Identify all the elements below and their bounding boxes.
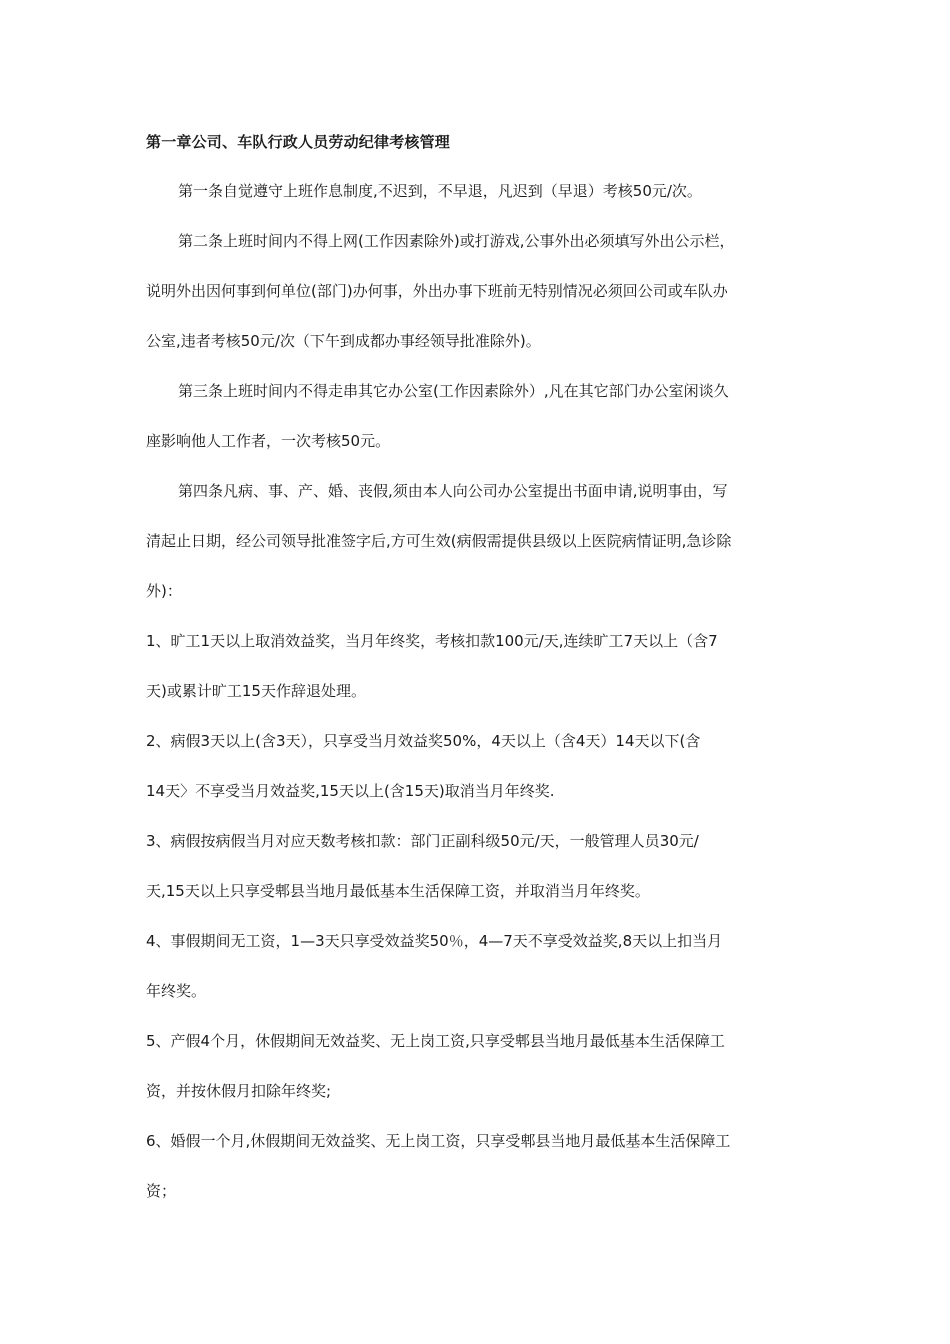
article-2-line-2: 说明外出因何事到何单位(部门)办何事，外出办事下班前无特别情况必须回公司或车队办 xyxy=(146,282,728,300)
item-4-line-1: 4、事假期间无工资，1—3天只享受效益奖50％，4—7天不享受效益奖,8天以上扣当月 xyxy=(146,932,723,950)
article-4-line-3: 外)： xyxy=(146,582,182,600)
item-3-line-1: 3、病假按病假当月对应天数考核扣款：部门正副科级50元/天，一般管理人员30元/ xyxy=(146,832,699,850)
item-5-line-2: 资，并按休假月扣除年终奖; xyxy=(146,1082,332,1100)
article-4-line-2: 清起止日期，经公司领导批准签字后,方可生效(病假需提供县级以上医院病情证明,急诊除 xyxy=(146,532,732,550)
article-2-line-1: 第二条上班时间内不得上网(工作因素除外)或打游戏,公事外出必须填写外出公示栏， xyxy=(178,232,735,250)
article-3-line-2: 座影响他人工作者，一次考核50元。 xyxy=(146,432,391,450)
item-2-line-2: 14天〉不享受当月效益奖,15天以上(含15天)取消当月年终奖. xyxy=(146,782,555,800)
item-5-line-1: 5、产假4个月，休假期间无效益奖、无上岗工资,只享受郫县当地月最低基本生活保障工 xyxy=(146,1032,725,1050)
item-3-line-2: 天,15天以上只享受郫县当地月最低基本生活保障工资，并取消当月年终奖。 xyxy=(146,882,650,900)
article-3-line-1: 第三条上班时间内不得走串其它办公室(工作因素除外）,凡在其它部门办公室闲谈久 xyxy=(178,382,729,400)
item-4-line-2: 年终奖。 xyxy=(146,982,207,1000)
article-1-line-1: 第一条自觉遵守上班作息制度,不迟到，不早退，凡迟到（早退）考核50元/次。 xyxy=(178,182,702,200)
article-2-line-3: 公室,违者考核50元/次（下午到成都办事经领导批准除外)。 xyxy=(146,332,541,350)
chapter-title: 第一章公司、车队行政人员劳动纪律考核管理 xyxy=(146,133,451,151)
item-6-line-2: 资； xyxy=(146,1182,177,1200)
item-1-line-2: 天)或累计旷工15天作辞退处理。 xyxy=(146,682,366,700)
item-2-line-1: 2、病假3天以上(含3天），只享受当月效益奖50%，4天以上（含4天）14天以下(含 xyxy=(146,732,701,750)
item-6-line-1: 6、婚假一个月,休假期间无效益奖、无上岗工资，只享受郫县当地月最低基本生活保障工 xyxy=(146,1132,731,1150)
article-4-line-1: 第四条凡病、事、产、婚、丧假,须由本人向公司办公室提出书面申请,说明事由，写 xyxy=(178,482,728,500)
item-1-line-1: 1、旷工1天以上取消效益奖，当月年终奖，考核扣款100元/天,连续旷工7天以上（含7 xyxy=(146,632,718,650)
